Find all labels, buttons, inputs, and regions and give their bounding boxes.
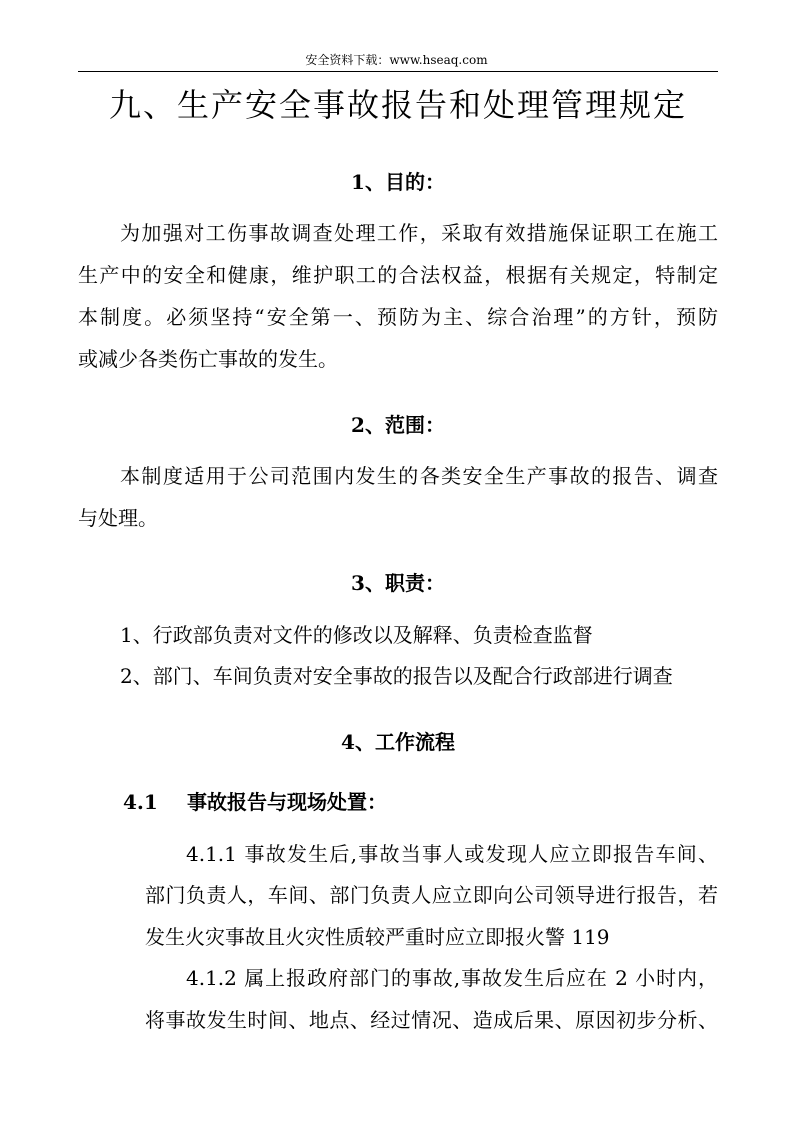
- header-divider: [78, 71, 718, 72]
- clause-line: 将事故发生时间、地点、经过情况、造成后果、原因初步分析、: [145, 1008, 718, 1032]
- purpose-line: 或减少各类伤亡事故的发生。: [78, 347, 338, 371]
- scope-line: 与处理。: [78, 506, 158, 530]
- section-heading-scope: 2、范围：: [351, 413, 445, 437]
- section-heading-duties: 3、职责：: [351, 571, 445, 595]
- purpose-line: 本制度。必须坚持“安全第一、预防为主、综合治理”的方针，预防: [78, 305, 718, 329]
- duty-item: 1、行政部负责对文件的修改以及解释、负责检查监督: [120, 623, 593, 647]
- section-heading-workflow: 4、工作流程: [341, 730, 455, 754]
- clause-line: 4.1.2 属上报政府部门的事故,事故发生后应在 2 小时内，: [186, 966, 718, 990]
- duty-item: 2、部门、车间负责对安全事故的报告以及配合行政部进行调查: [120, 664, 673, 688]
- page-header-site-label: 安全资料下载：www.hseaq.com: [305, 53, 488, 67]
- purpose-line: 为加强对工伤事故调查处理工作，采取有效措施保证职工在施工: [120, 221, 718, 245]
- clause-line: 发生火灾事故且火灾性质较严重时应立即报火警 119: [145, 925, 610, 949]
- clause-line: 部门负责人，车间、部门负责人应立即向公司领导进行报告，若: [145, 883, 718, 907]
- section-heading-purpose: 1、目的：: [351, 170, 445, 194]
- subsection-number: 4.1: [123, 790, 158, 814]
- scope-line: 本制度适用于公司范围内发生的各类安全生产事故的报告、调查: [120, 464, 718, 488]
- purpose-line: 生产中的安全和健康，维护职工的合法权益，根据有关规定，特制定: [78, 263, 718, 287]
- subsection-title: 事故报告与现场处置：: [187, 790, 387, 814]
- subsection-heading: [123, 789, 387, 815]
- document-title: 九、生产安全事故报告和处理管理规定: [108, 86, 687, 124]
- clause-line: 4.1.1 事故发生后,事故当事人或发现人应立即报告车间、: [186, 842, 718, 866]
